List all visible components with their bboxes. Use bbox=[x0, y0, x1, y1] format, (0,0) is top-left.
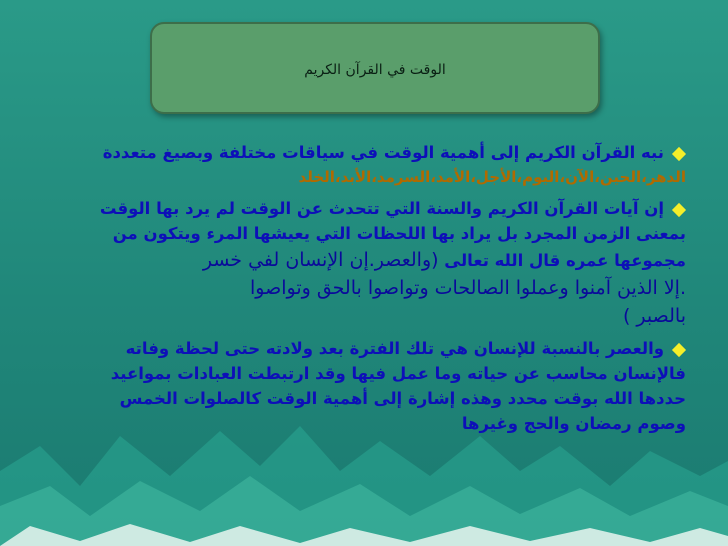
diamond-bullet-icon bbox=[672, 342, 686, 356]
bullet-3-line-3: حددها الله بوقت محدد وهذه إشارة إلى أهمية الوقت كالصلوات الخمس bbox=[119, 389, 686, 408]
bullet-item-2 bbox=[46, 196, 686, 330]
slide-title: الوقت في القرآن الكريم bbox=[304, 62, 446, 78]
quran-quote-line-2: .إلا الذين آمنوا وعملوا الصالحات وتواصوا بالحق وتواصوا bbox=[250, 277, 686, 299]
bullet-1-line-1: نبه القرآن الكريم إلى أهمية الوقت في سياقات مختلفة وبصيغ متعددة bbox=[46, 140, 686, 165]
bullet-2-line-1: إن آيات القرآن الكريم والسنة التي تتحدث عن الوقت لم يرد بها الوقت bbox=[46, 196, 686, 221]
title-box bbox=[150, 22, 600, 114]
bullet-3-line-2: فالإنسان محاسب عن حياته وما عمل فيها وقد ارتبطت العبادات بمواعيد bbox=[110, 364, 686, 383]
diamond-bullet-icon bbox=[672, 146, 686, 160]
bullet-1-line-2: الدهر،الحين،الآن،اليوم،الأجل،الأمد،السرمد،الأبد،الخلد bbox=[298, 168, 686, 186]
quran-quote-start: (والعصر.إن الإنسان لفي خسر bbox=[202, 249, 439, 271]
bullet-3-line-4: وصوم رمضان والحج وغيرها bbox=[461, 414, 686, 433]
bullet-2-line-2: بمعنى الزمن المجرد بل يراد بها اللحظات التي يعيشها المرء ويتكون من bbox=[112, 224, 686, 243]
bullet-item-1 bbox=[46, 140, 686, 190]
quran-quote-line-3: بالصبر ) bbox=[622, 305, 686, 327]
bullet-item-3 bbox=[46, 336, 686, 436]
bullet-3-line-1: والعصر بالنسبة للإنسان هي تلك الفترة بعد ولادته حتى لحظة وفاته bbox=[46, 336, 686, 361]
diamond-bullet-icon bbox=[672, 202, 686, 216]
bullet-2-line-3: مجموعها عمره قال الله تعالى (والعصر.إن الإنسان لفي خسر bbox=[202, 249, 686, 271]
bullet-list bbox=[46, 140, 686, 436]
